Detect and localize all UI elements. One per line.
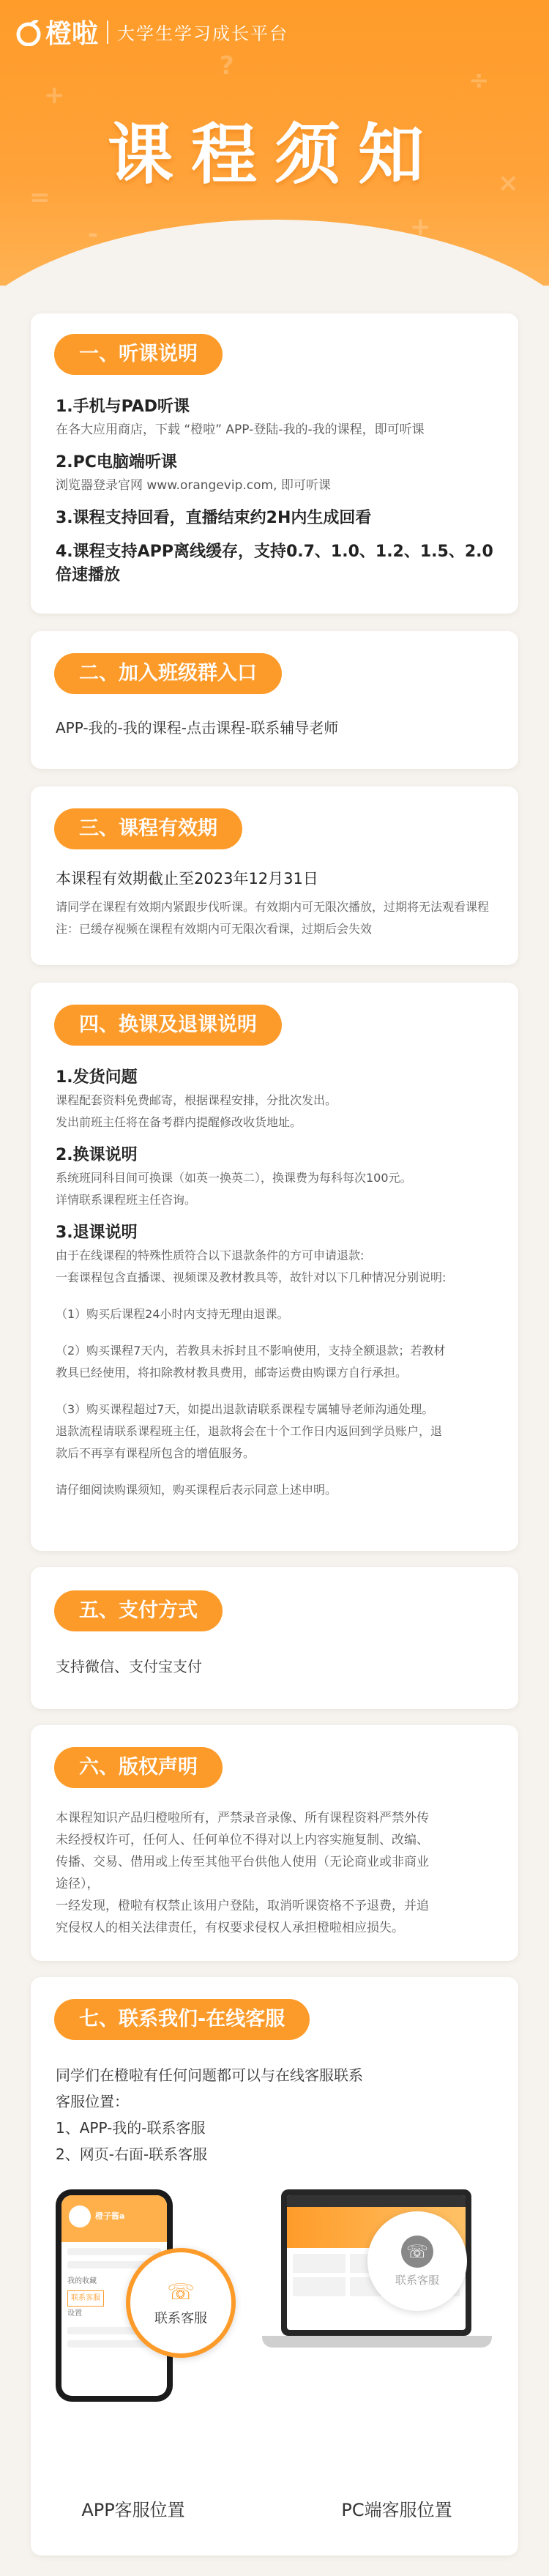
listening-heading-2: 2.PC电脑端听课 — [56, 453, 177, 472]
section-card-copyright — [31, 1725, 518, 1961]
section-card-listening — [31, 313, 518, 614]
pc-support-label: 联系客服 — [395, 2273, 439, 2287]
section-title-contact: 七、联系我们-在线客服 — [54, 1999, 310, 2040]
brand-slogan: 大学生学习成长平台 — [117, 23, 289, 44]
brand — [15, 13, 288, 51]
copyright-text: 途径）， — [56, 1877, 100, 1891]
section-title-class-group: 二、加入班级群入口 — [54, 653, 282, 694]
section-title-listening: 一、听课说明 — [54, 334, 223, 375]
section-title-payment: 五、支付方式 — [54, 1590, 223, 1631]
phone-menu-item: 我的收藏 — [67, 2277, 97, 2285]
refund-text: 发出前班主任将在备考群内提醒修改收货地址。 — [56, 1115, 302, 1129]
copyright-text: 究侵权人的相关法律责任，有权要求侵权人承担橙啦相应损失。 — [56, 1921, 404, 1935]
listening-text-1: 在各大应用商店，下载 “橙啦” APP-登陆-我的-我的课程，即可听课 — [56, 422, 425, 437]
copyright-text: 一经发现，橙啦有权禁止该用户登陆，取消听课资格不予退费，并追 — [56, 1899, 429, 1913]
section-title-refund: 四、换课及退课说明 — [54, 1005, 282, 1046]
refund-text: 由于在线课程的特殊性质符合以下退款条件的方可申请退款: — [56, 1248, 365, 1262]
phone-menu-item: 联系客服 — [67, 2290, 104, 2307]
refund-case-3: 退款流程请联系课程班主任，退款将会在十个工作日内返回到学员账户，退 — [56, 1424, 443, 1438]
phone-menu-item: 设置 — [67, 2309, 82, 2318]
app-support-label: 联系客服 — [154, 2310, 207, 2326]
copyright-text: 未经授权许可，任何人、任何单位不得对以上内容实施复制、改编、 — [56, 1833, 429, 1847]
section-title-copyright: 六、版权声明 — [54, 1747, 223, 1788]
refund-text: 课程配套资料免费邮寄，根据课程安排，分批次发出。 — [56, 1093, 337, 1107]
refund-heading-refund: 3.退课说明 — [56, 1224, 138, 1242]
page-title: 课程须知 — [108, 116, 441, 193]
refund-text: 一套课程包含直播课、视频课及教材教具等，故针对以下几种情况分别说明: — [56, 1270, 447, 1284]
listening-heading-1: 1.手机与PAD听课 — [56, 398, 190, 416]
validity-deadline: 本课程有效期截止至2023年12月31日 — [56, 870, 318, 887]
brand-logo-text: 橙啦 — [45, 19, 99, 49]
contact-text: 2、网页-右面-联系客服 — [56, 2145, 208, 2163]
refund-notice: 请仔细阅读购课须知，购买课程后表示同意上述申明。 — [56, 1483, 337, 1497]
app-caption: APP客服位置 — [81, 2500, 185, 2520]
refund-heading-exchange: 2.换课说明 — [56, 1146, 138, 1164]
brand-logo-icon — [15, 18, 42, 46]
pc-caption: PC端客服位置 — [341, 2500, 452, 2520]
contact-text: 1、APP-我的-联系客服 — [56, 2119, 206, 2137]
refund-case-1: （1）购买后课程24小时内支持无理由退课。 — [56, 1307, 289, 1321]
listening-heading-4: 4.课程支持APP离线缓存，支持0.7、1.0、1.2、1.5、2.0倍速播放 — [56, 543, 493, 584]
refund-case-2: （2）购买课程7天内，若教具未拆封且不影响使用，支持全额退款；若教材 — [56, 1344, 446, 1358]
headset-icon: ☏ — [401, 2236, 433, 2268]
refund-text: 详情联系课程班主任咨询。 — [56, 1193, 197, 1207]
section-card-payment — [31, 1567, 518, 1709]
validity-note-2: 注：已缓存视频在课程有效期内可无限次看课，过期后会失效 — [56, 922, 373, 936]
avatar — [69, 2205, 91, 2227]
refund-case-3: （3）购买课程超过7天，如提出退款请联系课程专属辅导老师沟通处理。 — [56, 1402, 434, 1416]
refund-case-3: 款后不再享有课程所包含的增值服务。 — [56, 1446, 255, 1460]
section-card-validity — [31, 786, 518, 965]
headset-icon: ☏ — [167, 2279, 195, 2305]
section-card-refund — [31, 983, 518, 1551]
class-group-path: APP-我的-我的课程-点击课程-联系辅导老师 — [56, 719, 339, 737]
app-support-bubble — [126, 2248, 236, 2358]
copyright-text: 传播、交易、借用或上传至其他平台供他人使用（无论商业或非商业 — [56, 1855, 429, 1869]
hero-banner: + = ÷ × - + ? 橙啦 大学生学习成长平台 课程须知 — [0, 0, 549, 286]
listening-heading-3: 3.课程支持回看，直播结束约2H内生成回看 — [56, 509, 372, 527]
contact-text: 同学们在橙啦有任何问题都可以与在线客服联系 — [56, 2066, 363, 2084]
validity-note-1: 请同学在课程有效期内紧跟步伐听课。有效期内可无限次播放，过期将无法观看课程 — [56, 900, 490, 914]
pc-stand — [262, 2336, 492, 2348]
pc-support-bubble — [367, 2211, 467, 2311]
section-card-contact — [31, 1977, 518, 2555]
section-card-class-group — [31, 631, 518, 769]
phone-user-name: 橙子酱a — [95, 2211, 125, 2221]
contact-text: 客服位置： — [56, 2093, 129, 2110]
listening-text-2: 浏览器登录官网 www.orangevip.com, 即可听课 — [56, 478, 331, 493]
refund-case-2: 教具已经使用，将扣除教材教具费用，邮寄运费由购课方自行承担。 — [56, 1366, 408, 1380]
refund-heading-shipping: 1.发货问题 — [56, 1068, 138, 1087]
payment-methods: 支持微信、支付宝支付 — [56, 1658, 202, 1675]
section-title-validity: 三、课程有效期 — [54, 808, 242, 849]
copyright-text: 本课程知识产品归橙啦所有，严禁录音录像、所有课程资料严禁外传 — [56, 1811, 429, 1825]
refund-text: 系统班同科目间可换课（如英一换英二），换课费为每科每次100元。 — [56, 1171, 412, 1185]
brand-logo — [15, 13, 98, 51]
